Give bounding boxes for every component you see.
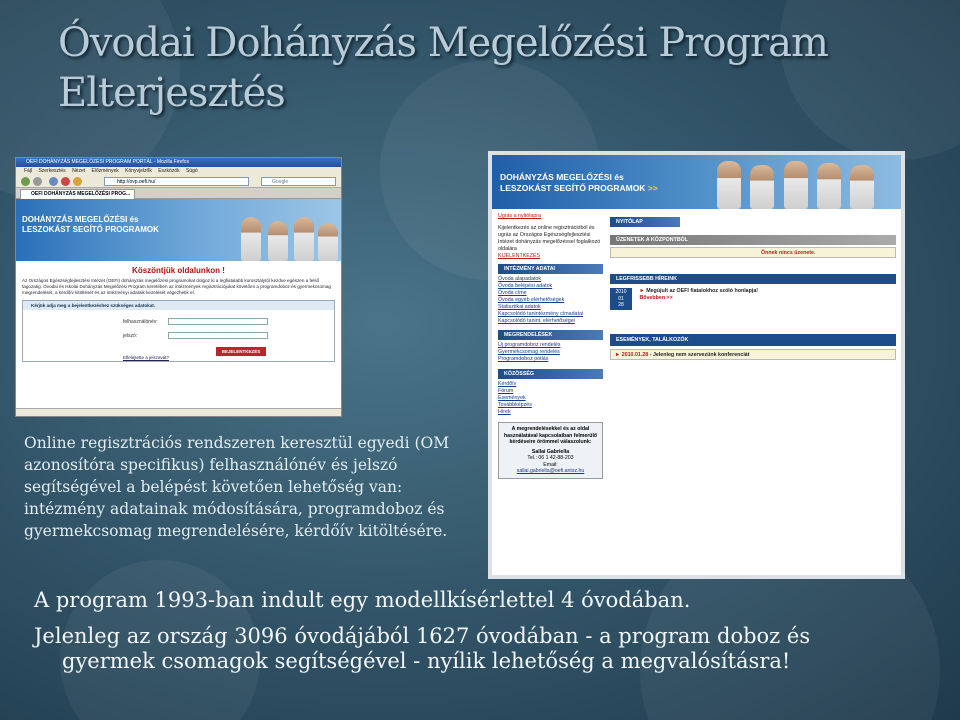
section-header-institution: INTÉZMÉNY ADATAI	[498, 264, 603, 274]
contact-email-link[interactable]: sallai.gabriella@oefi.antsz.hu	[516, 468, 585, 474]
contact-email-label: Email:	[543, 461, 558, 468]
welcome-heading: Köszöntjük oldalunkon !	[132, 266, 225, 275]
banner-photo-figure	[294, 217, 314, 261]
slide-body-text: Online regisztrációs rendszeren keresztül egyedi (OM azonosítóra specifikus) felhasználónév és jelszó segítségével a belépést követően lehetőség van: intézmény adatainak módosítására, programdoboz és gyermekcsomag megrendelésére, kérdőív kitöltésére.	[24, 434, 450, 540]
news-title: ► Megújult az OEFI fiatalokhoz szóló honlapja!	[639, 288, 759, 294]
slide-bottom-line2b: gyermek csomagok segítségével - nyílik lehetőség a megvalósításra!	[62, 649, 791, 673]
forward-icon[interactable]	[33, 177, 42, 186]
login-button[interactable]: BEJELENTKEZÉS	[216, 347, 266, 356]
slide-title-line2: Elterjesztés	[58, 70, 285, 116]
nav-link[interactable]: Gyermekcsomag rendelés	[498, 349, 560, 355]
browser-menu-bar[interactable]: Fájl Szerkesztés Nézet Előzmények Könyvjelzők Eszközök Súgó	[16, 167, 341, 175]
slide-title	[58, 18, 918, 118]
portal-logo[interactable]	[500, 172, 658, 194]
nav-link[interactable]: Kérdőív	[498, 381, 517, 387]
contact-box	[498, 422, 603, 479]
portal-page-screenshot	[488, 151, 905, 579]
nav-link[interactable]: Kapcsolódó tanint. elérhetőségei	[498, 318, 575, 324]
logout-text: Kijelentkezés az online regisztrációból és ugrás az Országos Egészségfejlesztési Intézet dohányzás megelőzéssel foglalkozó oldalára	[498, 225, 601, 252]
nav-link[interactable]: Statisztikai adatok	[498, 304, 541, 310]
news-date-day: 28	[618, 302, 624, 308]
nav-link[interactable]: Óvoda címe	[498, 290, 527, 296]
contact-text: A megrendelésekkel és az oldal használatával kapcsolatban felmerülő kérdéseire örömmel válaszolunk:	[503, 426, 598, 445]
nav-link[interactable]: Óvoda alapadatok	[498, 276, 541, 282]
site-logo[interactable]	[22, 215, 159, 235]
news-date-badge	[610, 288, 632, 310]
logout-link[interactable]: KIJELENTKEZÉS	[498, 253, 541, 259]
browser-title-bar: OEFI DOHÁNYZÁS MEGELŐZÉSI PROGRAM PORTÁL - Mozilla Firefox	[16, 158, 341, 167]
login-box	[22, 300, 335, 362]
nav-link[interactable]: Hírek	[498, 409, 511, 415]
section-header-community: KÖZÖSSÉG	[498, 369, 603, 379]
event-text: - Jelenleg nem szervezünk konferenciát	[648, 352, 750, 358]
logo-line2: LESZOKÁST SEGÍTŐ PROGRAMOK	[22, 225, 159, 234]
logo-arrows: >>	[647, 183, 658, 193]
login-box-header: Kérjük adja meg a bejelentkezéshez szükséges adatokat.	[23, 301, 334, 310]
nav-link[interactable]: Kapcsolódó tanintézmény címadatai	[498, 311, 584, 317]
events-header: ESEMÉNYEK, TALÁLKOZÓK	[610, 334, 896, 346]
messages-box	[610, 247, 896, 258]
news-header: LEGFRISSEBB HÍREINK	[610, 274, 896, 284]
nav-link[interactable]: Események	[498, 395, 526, 401]
home-link[interactable]: Ugrás a nyitólapra	[498, 213, 541, 219]
site-header-banner	[16, 199, 341, 261]
nav-link[interactable]: Továbbképzés	[498, 402, 532, 408]
nav-link[interactable]: Óvoda belépési adatok	[498, 283, 553, 289]
portal-main-content	[610, 217, 896, 360]
browser-tab[interactable]: OEFI DOHÁNYZÁS MEGELŐZÉSI PROG...	[20, 189, 135, 199]
reload-icon[interactable]	[49, 177, 58, 186]
password-label: jelszó:	[123, 333, 138, 339]
news-date-year: 2010	[615, 289, 627, 295]
login-page-screenshot	[15, 157, 342, 417]
event-date: 2010.01.28	[621, 352, 649, 358]
portal-header-banner	[492, 155, 901, 209]
slide-bottom-line2a: Jelenleg az ország 3096 óvodájából 1627 óvodában - a program doboz és	[34, 624, 811, 648]
nav-link[interactable]: Óvoda egyéb elérhetőségek	[498, 297, 565, 303]
username-label: felhasználónév:	[123, 319, 158, 325]
back-icon[interactable]	[21, 177, 30, 186]
banner-photo-figure	[750, 165, 774, 209]
banner-photo-figure	[850, 165, 874, 209]
messages-text: Önnek nincs üzenete.	[761, 250, 816, 256]
section-header-orders: MEGRENDELÉSEK	[498, 330, 603, 340]
nav-link[interactable]: Programdoboz pótlás	[498, 356, 549, 362]
tab-home[interactable]: NYITÓLAP	[610, 217, 680, 227]
intro-paragraph: Az Országos Egészségfejlesztési Intézet (OEFI) dohányzás megelőzési programokat dolgoz ki a legfiatalabb korosztálytól kezdve egészen a felső tagozatig. Óvodai és Iskolai Dohányzás Megelőzési Program keretében az intézmények regisztrációjukat követően a programdoboz és gyermekcsomag megrendelését, a kérdőív kitöltését és az intézményi adataik kezelését végezhetik el.	[22, 278, 331, 295]
news-item	[610, 288, 896, 316]
news-date-month: 01	[618, 295, 624, 302]
nav-link[interactable]: Új programdoboz rendelés	[498, 342, 561, 348]
slide-bottom-line1: A program 1993-ban indult egy modellkísérlettel 4 óvodában.	[34, 588, 691, 612]
events-box: ► 2010.01.28 - Jelenleg nem szervezünk konferenciát	[610, 349, 896, 360]
nav-link[interactable]: Fórum	[498, 388, 514, 394]
home-icon[interactable]	[73, 177, 82, 186]
contact-phone: Tel.: 06 1 42-88-203	[527, 455, 574, 461]
password-field[interactable]	[168, 332, 268, 339]
browser-tab-strip	[16, 188, 341, 199]
contact-name: Sallai Gabriella	[531, 448, 570, 455]
portal-logo-line2: LESZOKÁST SEGÍTŐ PROGRAMOK	[500, 183, 646, 193]
messages-header: ÜZENETEK A KÖZPONTBÓL	[610, 235, 896, 245]
portal-logo-line1: DOHÁNYZÁS MEGELŐZÉSI és	[500, 172, 624, 182]
banner-photo-figure	[268, 221, 288, 261]
banner-photo-figure	[817, 163, 841, 209]
slide-title-line1: Óvodai Dohányzás Megelőzési Program	[58, 20, 828, 66]
search-input[interactable]: Google	[261, 177, 336, 186]
logo-line1: DOHÁNYZÁS MEGELŐZÉSI és	[22, 215, 139, 224]
browser-nav-bar	[16, 175, 341, 188]
portal-left-nav	[498, 213, 603, 479]
forgot-password-link[interactable]: Elfelejtette a jelszavát?	[123, 355, 170, 360]
stop-icon[interactable]	[61, 177, 70, 186]
banner-photo-figure	[784, 161, 808, 209]
address-bar[interactable]: http://ovp.oefi.hu/	[104, 177, 249, 186]
banner-photo-figure	[318, 223, 338, 261]
username-field[interactable]	[168, 318, 268, 325]
browser-status-bar	[16, 408, 341, 416]
news-more-link[interactable]: Bővebben >>	[639, 295, 673, 301]
banner-photo-figure	[241, 217, 261, 261]
banner-photo-figure	[717, 161, 741, 209]
